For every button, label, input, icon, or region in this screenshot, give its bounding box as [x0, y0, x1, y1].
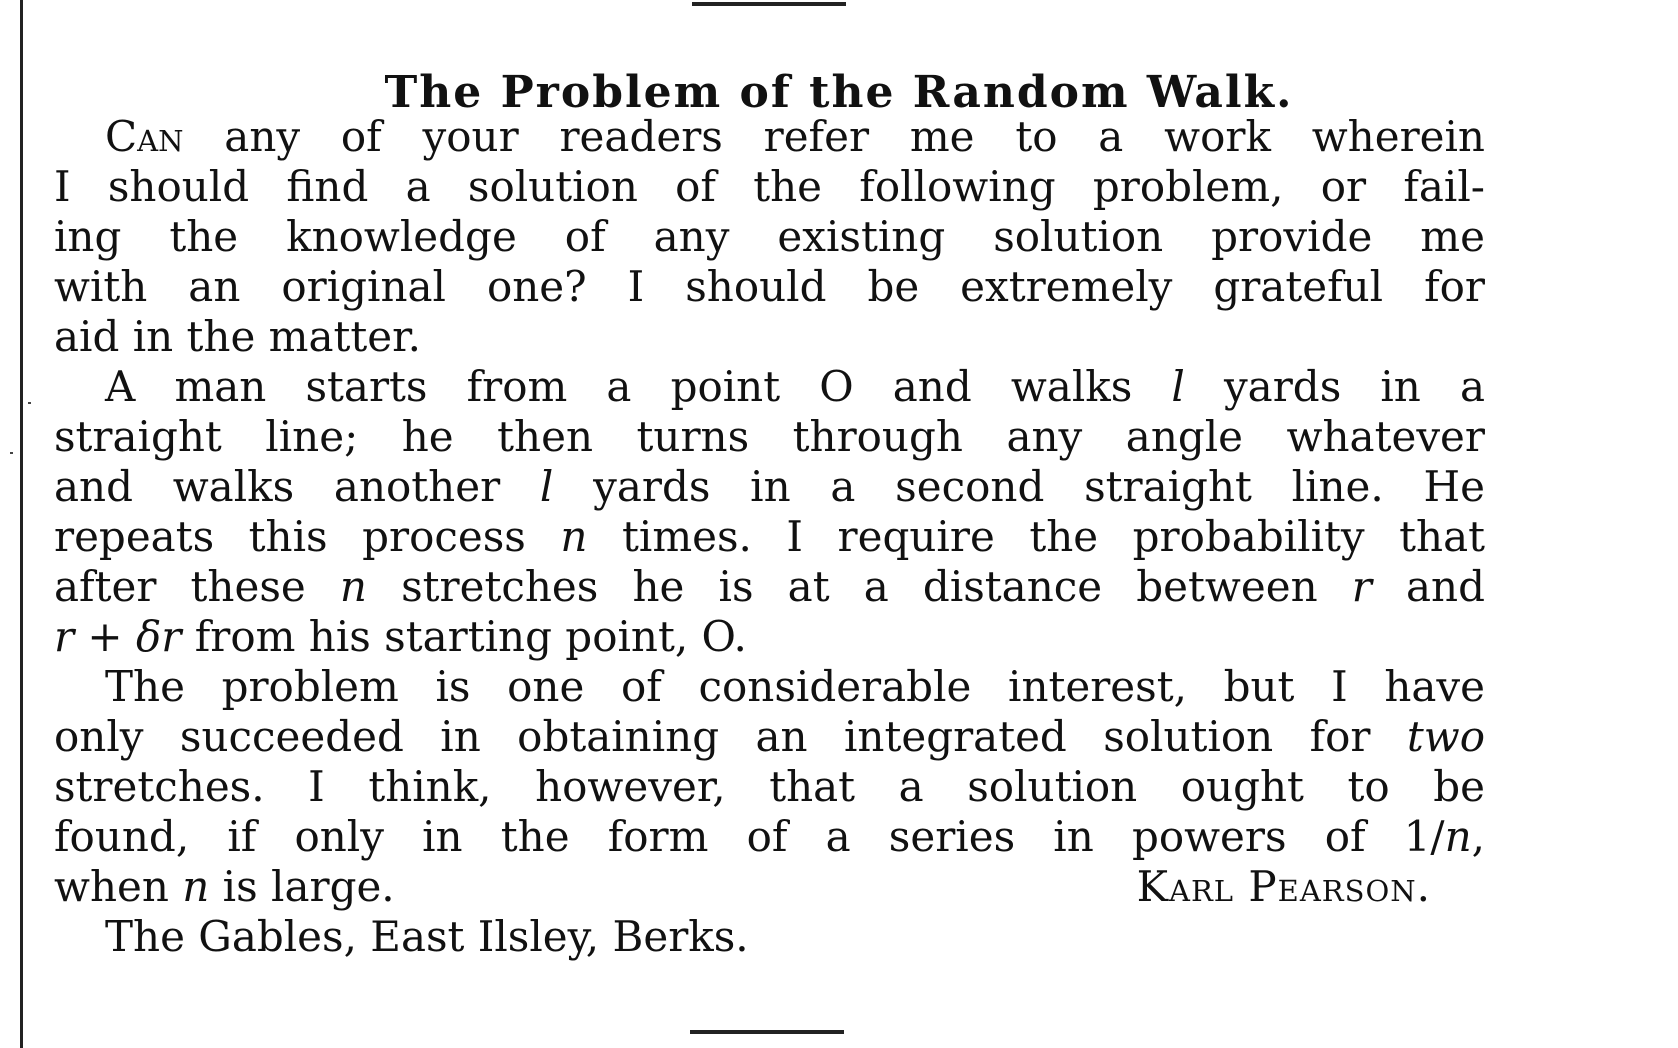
section-divider-bottom: [690, 1030, 844, 1034]
variable-n: n: [182, 862, 210, 911]
column-rule-left: [20, 0, 23, 1048]
author-signature: Karl Pearson.: [1136, 862, 1431, 911]
expression-r-delta-r: r + δr: [54, 612, 182, 661]
variable-n: n: [1444, 812, 1472, 861]
variable-l: l: [539, 462, 554, 511]
text-line: and walks another l yards in a second straight line. He: [54, 462, 1485, 511]
variable-n: n: [560, 512, 588, 561]
text-line: after these n stretches he is at a distance between r and: [54, 562, 1485, 611]
paragraph-2: [54, 362, 1485, 662]
print-speck: [28, 402, 31, 404]
variable-l: l: [1171, 362, 1185, 411]
text-line: [54, 112, 1485, 162]
text-line: only succeeded in obtaining an integrated solution for two: [54, 712, 1485, 761]
text-line: straight line; he then turns through any angle whatever: [54, 412, 1485, 461]
article-title: The Problem of the Random Walk.: [384, 67, 1294, 119]
text-line: r + δr from his starting point, O.: [54, 612, 747, 661]
emphasis-two: two: [1406, 712, 1485, 761]
text-line: when n is large. Karl Pearson.: [54, 862, 1431, 911]
text-line: with an original one? I should be extremely grateful for: [54, 262, 1485, 311]
text-line: A man starts from a point O and walks l yards in a: [105, 362, 1485, 411]
print-speck: [10, 452, 13, 454]
section-divider-top: [692, 2, 846, 6]
line-text: any of your readers refer me to a work wherein: [183, 112, 1485, 161]
paragraph-1: [54, 112, 1485, 362]
variable-n: n: [339, 562, 367, 611]
author-address: The Gables, East Ilsley, Berks.: [105, 912, 749, 961]
variable-r: r: [1351, 562, 1372, 611]
text-line: repeats this process n times. I require the probability that: [54, 512, 1485, 561]
text-line: found, if only in the form of a series in powers of 1/n,: [54, 812, 1485, 861]
text-line: stretches. I think, however, that a solution ought to be: [54, 762, 1485, 811]
lead-word: Can: [105, 112, 184, 161]
paragraph-3: [54, 662, 1485, 912]
article-body: [54, 112, 1485, 962]
text-line: I should find a solution of the following problem, or fail-: [54, 162, 1485, 211]
text-line: aid in the matter.: [54, 312, 421, 361]
text-line: The problem is one of considerable interest, but I have: [105, 662, 1485, 711]
text-line: ing the knowledge of any existing solution provide me: [54, 212, 1485, 261]
